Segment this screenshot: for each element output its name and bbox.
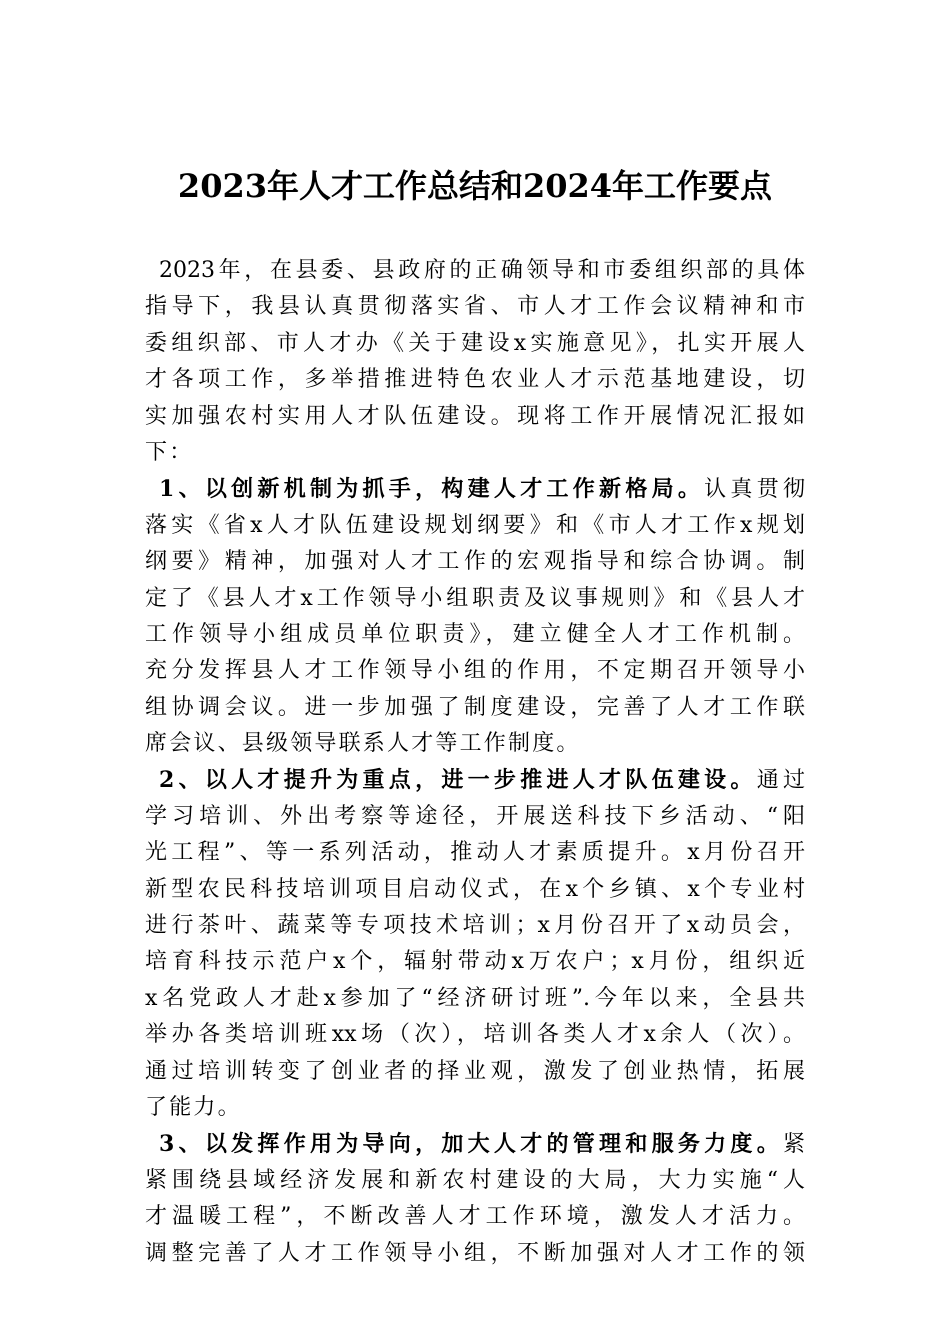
section-heading: 1、以创新机制为抓手，构建人才工作新格局。 — [159, 476, 705, 503]
text-line — [145, 690, 805, 726]
line-text: 2023年，在县委、县政府的正确领导和市委组织部的具体 — [159, 258, 805, 283]
line-text: 调整完善了人才工作领导小组，不断加强对人才工作的领 — [145, 1240, 805, 1266]
text-line — [145, 1199, 805, 1235]
text-line — [145, 581, 805, 617]
line-text: 委组织部、市人才办《关于建设x实施意见》，扎实开展人 — [145, 330, 805, 356]
line-text: 下： — [145, 439, 194, 465]
text-line — [145, 435, 805, 471]
text-line — [145, 981, 805, 1017]
line-text: 组协调会议。进一步加强了制度建设，完善了人才工作联 — [145, 694, 805, 720]
line-text: 学习培训、外出考察等途径，开展送科技下乡活动、“阳 — [145, 803, 805, 829]
text-line — [145, 326, 805, 362]
line-text: 紧 — [782, 1132, 805, 1158]
text-line — [145, 1054, 805, 1090]
line-text: 培育科技示范户x个，辐射带动x万农户；x月份，组织近 — [145, 949, 805, 975]
line-text: 定了《县人才x工作领导小组职责及议事规则》和《县人才 — [145, 585, 805, 611]
text-line — [145, 544, 805, 580]
text-line — [145, 1126, 805, 1162]
line-text: 充分发挥县人才工作领导小组的作用，不定期召开领导小 — [145, 658, 805, 684]
line-text: 进行茶叶、蔬菜等专项技术培训；x月份召开了x动员会， — [145, 913, 805, 939]
text-line — [145, 872, 805, 908]
line-text: x名党政人才赴x参加了“经济研讨班”.今年以来，全县共 — [145, 985, 805, 1011]
document-body — [145, 253, 805, 1272]
line-text: 紧围绕县域经济发展和新农村建设的大局，大力实施“人 — [145, 1167, 805, 1193]
line-text: 认真贯彻 — [704, 477, 805, 503]
line-text: 举办各类培训班xx场（次），培训各类人才x余人（次）。 — [145, 1022, 805, 1048]
line-text: 工作领导小组成员单位职责》，建立健全人才工作机制。 — [145, 621, 805, 647]
line-text: 通过 — [756, 768, 805, 794]
text-line — [145, 762, 805, 798]
line-text: 新型农民科技培训项目启动仪式，在x个乡镇、x个专业村 — [145, 876, 805, 902]
text-line — [145, 617, 805, 653]
text-line — [145, 289, 805, 325]
text-line — [145, 908, 805, 944]
text-line — [145, 362, 805, 398]
text-line — [145, 471, 805, 507]
line-text: 才各项工作，多举措推进特色农业人才示范基地建设，切 — [145, 367, 805, 393]
line-text: 实加强农村实用人才队伍建设。现将工作开展情况汇报如 — [145, 403, 805, 429]
section-heading: 3、以发挥作用为导向，加大人才的管理和服务力度。 — [159, 1131, 783, 1158]
line-text: 通过培训转变了创业者的择业观，激发了创业热情，拓展 — [145, 1058, 805, 1084]
text-line — [145, 1090, 805, 1126]
line-text: 光工程”、等一系列活动，推动人才素质提升。x月份召开 — [145, 840, 805, 866]
section-heading: 2、以人才提升为重点，进一步推进人才队伍建设。 — [159, 767, 757, 794]
line-text: 落实《省x人才队伍建设规划纲要》和《市人才工作x规划 — [145, 512, 805, 538]
line-text: 才温暖工程”，不断改善人才工作环境，激发人才活力。 — [145, 1204, 805, 1230]
text-line — [145, 508, 805, 544]
text-line — [145, 726, 805, 762]
document-title: 2023年人才工作总结和2024年工作要点 — [177, 167, 773, 205]
text-line — [145, 799, 805, 835]
text-line — [145, 1017, 805, 1053]
line-text: 指导下，我县认真贯彻落实省、市人才工作会议精神和市 — [145, 294, 805, 320]
text-line — [145, 399, 805, 435]
text-line — [145, 835, 805, 871]
text-line — [145, 253, 805, 289]
line-text: 了能力。 — [145, 1094, 242, 1120]
text-line — [145, 944, 805, 980]
line-text: 纲要》精神，加强对人才工作的宏观指导和综合协调。制 — [145, 549, 805, 575]
line-text: 席会议、县级领导联系人才等工作制度。 — [145, 731, 581, 757]
text-line — [145, 653, 805, 689]
text-line — [145, 1236, 805, 1272]
text-line — [145, 1163, 805, 1199]
